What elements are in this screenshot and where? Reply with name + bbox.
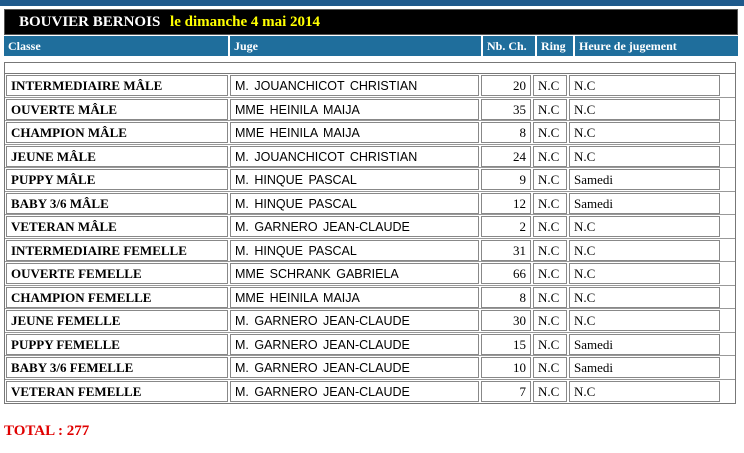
breed-title: BOUVIER BERNOIS bbox=[19, 14, 161, 30]
cell-nb-ch: 9 bbox=[481, 169, 531, 190]
cell-classe: INTERMEDIAIRE FEMELLE bbox=[6, 240, 228, 261]
cell-nb-ch: 10 bbox=[481, 357, 531, 378]
table-body bbox=[5, 74, 735, 403]
table-row bbox=[5, 309, 735, 333]
cell-heure: N.C bbox=[569, 381, 720, 402]
cell-nb-ch: 8 bbox=[481, 287, 531, 308]
show-date: le dimanche 4 mai 2014 bbox=[170, 14, 321, 30]
top-accent-bar bbox=[0, 0, 744, 6]
cell-classe: JEUNE FEMELLE bbox=[6, 310, 228, 331]
cell-heure: N.C bbox=[569, 240, 720, 261]
cell-nb-ch: 66 bbox=[481, 263, 531, 284]
cell-ring: N.C bbox=[533, 357, 567, 378]
cell-ring: N.C bbox=[533, 263, 567, 284]
cell-ring: N.C bbox=[533, 146, 567, 167]
table-row bbox=[5, 356, 735, 380]
cell-ring: N.C bbox=[533, 240, 567, 261]
cell-juge: M. HINQUE PASCAL bbox=[230, 193, 479, 214]
cell-nb-ch: 30 bbox=[481, 310, 531, 331]
cell-juge: M. JOUANCHICOT CHRISTIAN bbox=[230, 146, 479, 167]
table-row bbox=[5, 215, 735, 239]
cell-nb-ch: 7 bbox=[481, 381, 531, 402]
cell-heure: Samedi bbox=[569, 169, 720, 190]
table-row bbox=[5, 145, 735, 169]
total-count: TOTAL : 277 bbox=[4, 423, 90, 439]
cell-nb-ch: 35 bbox=[481, 99, 531, 120]
table-row bbox=[5, 74, 735, 98]
cell-juge: M. GARNERO JEAN-CLAUDE bbox=[230, 310, 479, 331]
cell-ring: N.C bbox=[533, 216, 567, 237]
cell-nb-ch: 12 bbox=[481, 193, 531, 214]
cell-ring: N.C bbox=[533, 310, 567, 331]
cell-classe: CHAMPION FEMELLE bbox=[6, 287, 228, 308]
cell-nb-ch: 24 bbox=[481, 146, 531, 167]
cell-classe: VETERAN FEMELLE bbox=[6, 381, 228, 402]
cell-nb-ch: 2 bbox=[481, 216, 531, 237]
table-row bbox=[5, 98, 735, 122]
table-row bbox=[5, 380, 735, 404]
cell-ring: N.C bbox=[533, 334, 567, 355]
cell-classe: INTERMEDIAIRE MÂLE bbox=[6, 75, 228, 96]
cell-heure: Samedi bbox=[569, 357, 720, 378]
cell-classe: JEUNE MÂLE bbox=[6, 146, 228, 167]
cell-classe: OUVERTE FEMELLE bbox=[6, 263, 228, 284]
table-row bbox=[5, 333, 735, 357]
cell-juge: M. GARNERO JEAN-CLAUDE bbox=[230, 216, 479, 237]
header-heure: Heure de jugement bbox=[575, 36, 738, 56]
cell-juge: MME HEINILA MAIJA bbox=[230, 122, 479, 143]
header-juge: Juge bbox=[230, 36, 483, 56]
cell-nb-ch: 8 bbox=[481, 122, 531, 143]
table-row bbox=[5, 121, 735, 145]
cell-nb-ch: 31 bbox=[481, 240, 531, 261]
cell-heure: N.C bbox=[569, 146, 720, 167]
cell-heure: Samedi bbox=[569, 334, 720, 355]
page-title-bar bbox=[4, 9, 738, 35]
cell-juge: M. GARNERO JEAN-CLAUDE bbox=[230, 381, 479, 402]
cell-classe: BABY 3/6 MÂLE bbox=[6, 193, 228, 214]
cell-ring: N.C bbox=[533, 169, 567, 190]
cell-classe: CHAMPION MÂLE bbox=[6, 122, 228, 143]
header-nb-ch: Nb. Ch. bbox=[483, 36, 537, 56]
cell-juge: MME HEINILA MAIJA bbox=[230, 287, 479, 308]
cell-heure: N.C bbox=[569, 75, 720, 96]
cell-heure: N.C bbox=[569, 310, 720, 331]
cell-juge: M. GARNERO JEAN-CLAUDE bbox=[230, 357, 479, 378]
cell-nb-ch: 20 bbox=[481, 75, 531, 96]
cell-classe: PUPPY MÂLE bbox=[6, 169, 228, 190]
cell-ring: N.C bbox=[533, 381, 567, 402]
cell-heure: N.C bbox=[569, 263, 720, 284]
cell-classe: PUPPY FEMELLE bbox=[6, 334, 228, 355]
cell-heure: N.C bbox=[569, 287, 720, 308]
spacer-row bbox=[5, 63, 735, 74]
cell-ring: N.C bbox=[533, 122, 567, 143]
cell-heure: Samedi bbox=[569, 193, 720, 214]
table-row bbox=[5, 168, 735, 192]
cell-juge: M. HINQUE PASCAL bbox=[230, 169, 479, 190]
cell-juge: M. GARNERO JEAN-CLAUDE bbox=[230, 334, 479, 355]
cell-ring: N.C bbox=[533, 99, 567, 120]
cell-juge: MME SCHRANK GABRIELA bbox=[230, 263, 479, 284]
judging-table bbox=[4, 62, 736, 404]
cell-classe: BABY 3/6 FEMELLE bbox=[6, 357, 228, 378]
cell-juge: MME HEINILA MAIJA bbox=[230, 99, 479, 120]
cell-juge: M. JOUANCHICOT CHRISTIAN bbox=[230, 75, 479, 96]
header-classe: Classe bbox=[4, 36, 230, 56]
cell-classe: VETERAN MÂLE bbox=[6, 216, 228, 237]
cell-heure: N.C bbox=[569, 122, 720, 143]
header-ring: Ring bbox=[537, 36, 575, 56]
cell-ring: N.C bbox=[533, 193, 567, 214]
cell-nb-ch: 15 bbox=[481, 334, 531, 355]
table-row bbox=[5, 262, 735, 286]
table-row bbox=[5, 286, 735, 310]
table-row bbox=[5, 239, 735, 263]
table-header bbox=[4, 36, 738, 56]
cell-juge: M. HINQUE PASCAL bbox=[230, 240, 479, 261]
cell-ring: N.C bbox=[533, 287, 567, 308]
cell-classe: OUVERTE MÂLE bbox=[6, 99, 228, 120]
cell-heure: N.C bbox=[569, 216, 720, 237]
cell-ring: N.C bbox=[533, 75, 567, 96]
table-row bbox=[5, 192, 735, 216]
cell-heure: N.C bbox=[569, 99, 720, 120]
